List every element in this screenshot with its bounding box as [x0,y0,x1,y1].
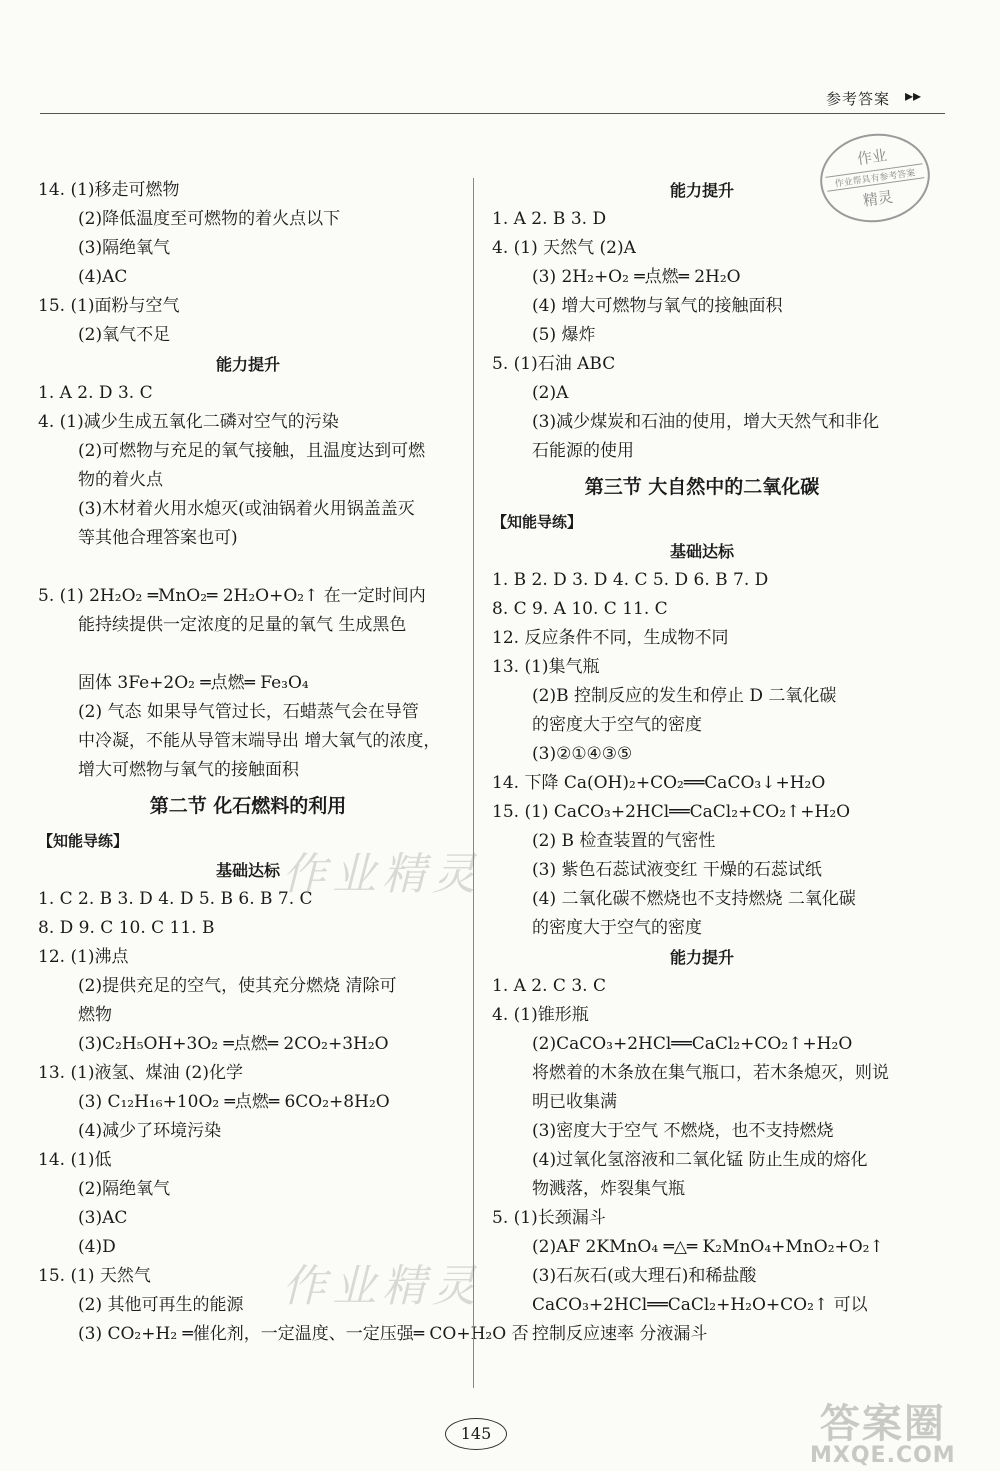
right-line: CaCO₃+2HCl══CaCl₂+H₂O+CO₂↑ 可以 [532,1295,868,1315]
left-line: (3) C₁₂H₁₆+10O₂ ═点燃═ 6CO₂+8H₂O [78,1092,390,1112]
left-line: (3)木材着火用水熄灭(或油锅着火用锅盖盖灭 [78,499,415,519]
right-line: 第三节 大自然中的二氧化碳 [584,476,820,498]
left-line: 增大可燃物与氧气的接触面积 [78,760,299,780]
left-line: 能持续提供一定浓度的足量的氧气 生成黑色 [78,615,407,635]
arrow-icon: ▸▸ [905,86,922,105]
left-column [38,176,529,1349]
left-line: (2)氧气不足 [78,325,171,345]
right-line: (5) 爆炸 [532,325,596,345]
right-line: 13. (1)集气瓶 [492,657,600,677]
left-line: (3) CO₂+H₂ ═催化剂，一定温度、一定压强═ CO+H₂O 否 [78,1324,529,1344]
watermark: 作业精灵 [282,1261,482,1312]
left-line: 等其他合理答案也可) [78,528,238,548]
right-line: 将燃着的木条放在集气瓶口，若木条熄灭，则说 [532,1063,889,1083]
page-number: 145 [445,1418,507,1450]
right-line: 能力提升 [669,181,734,200]
left-line: (2)隔绝氧气 [78,1179,171,1199]
right-line: (2) B 检查装置的气密性 [532,831,716,851]
column-divider [473,178,474,1388]
left-line: (4)D [78,1237,116,1257]
left-line: 1. C 2. B 3. D 4. D 5. B 6. B 7. C [38,889,313,909]
right-line: 1. B 2. D 3. D 4. C 5. D 6. B 7. D [492,570,769,590]
right-line: (3) 紫色石蕊试液变红 干燥的石蕊试纸 [532,860,822,880]
right-line: 物溅落，炸裂集气瓶 [532,1179,685,1199]
right-line: (3)石灰石(或大理石)和稀盐酸 [532,1266,757,1286]
left-line: (3)C₂H₅OH+3O₂ ═点燃═ 2CO₂+3H₂O [78,1034,389,1054]
right-line: 14. 下降 Ca(OH)₂+CO₂══CaCO₃↓+H₂O [492,773,826,793]
right-line: 1. A 2. C 3. C [492,976,606,996]
right-line: 4. (1)锥形瓶 [492,1005,589,1025]
right-line: 基础达标 [669,542,734,561]
right-line: 【知能导练】 [492,513,583,531]
left-line [38,553,458,582]
left-line: (4)AC [78,267,128,287]
header-label: 参考答案 [826,90,891,108]
right-line: (3) 2H₂+O₂ ═点燃═ 2H₂O [532,267,741,287]
right-line: (3)减少煤炭和石油的使用，增大天然气和非化 [532,412,880,432]
left-line: (3)隔绝氧气 [78,238,171,258]
right-line: 5. (1)长颈漏斗 [492,1208,606,1228]
left-line: (3)AC [78,1208,128,1228]
left-line: 能力提升 [215,355,280,374]
left-line: 燃物 [78,1005,112,1025]
left-line: (2)提供充足的空气，使其充分燃烧 清除可 [78,976,397,996]
left-line: 12. (1)沸点 [38,947,129,967]
left-line: (4)减少了环境污染 [78,1121,222,1141]
right-line: (4)过氧化氢溶液和二氧化锰 防止生成的熔化 [532,1150,868,1170]
left-line: 4. (1)减少生成五氧化二磷对空气的污染 [38,412,339,432]
right-line: (2)A [532,383,569,403]
right-line: 石能源的使用 [532,441,634,461]
right-line: 4. (1) 天然气 (2)A [492,238,636,258]
left-line: 5. (1) 2H₂O₂ ═MnO₂═ 2H₂O+O₂↑ 在一定时间内 [38,586,426,606]
right-line: 5. (1)石油 ABC [492,354,616,374]
left-line: 第二节 化石燃料的利用 [149,795,347,817]
right-line: 15. (1) CaCO₃+2HCl══CaCl₂+CO₂↑+H₂O [492,802,851,822]
header-rule [40,113,945,114]
left-line [38,640,458,669]
left-line: 中冷凝，不能从导管末端导出 增大氧气的浓度， [78,731,441,751]
right-line: 8. C 9. A 10. C 11. C [492,599,668,619]
right-line: 明已收集满 [532,1092,617,1112]
right-line: (2)B 控制反应的发生和停止 D 二氧化碳 [532,686,837,706]
right-line: (3)②①④③⑤ [532,744,633,764]
left-line: 物的着火点 [78,470,163,490]
left-line: 固体 3Fe+2O₂ ═点燃═ Fe₃O₄ [78,673,309,693]
right-line: (3)密度大于空气 不燃烧，也不支持燃烧 [532,1121,834,1141]
stamp-line2: 作业帮具有参考答案 [825,163,924,191]
left-line: 8. D 9. C 10. C 11. B [38,918,215,938]
right-line: (2)CaCO₃+2HCl══CaCl₂+CO₂↑+H₂O [532,1034,853,1054]
left-line: (2) 气态 如果导气管过长，石蜡蒸气会在导管 [78,702,419,722]
right-line: 1. A 2. B 3. D [492,209,607,229]
left-line: 15. (1)面粉与空气 [38,296,180,316]
stamp-line3: 精灵 [861,187,895,210]
left-line: 14. (1)移走可燃物 [38,180,180,200]
left-line: 15. (1) 天然气 [38,1266,151,1286]
right-column [492,176,912,1349]
corner-logo [810,1392,956,1468]
right-line: (4) 增大可燃物与氧气的接触面积 [532,296,783,316]
left-line: 1. A 2. D 3. C [38,383,153,403]
right-line: 能力提升 [669,948,734,967]
right-line: 的密度大于空气的密度 [532,918,702,938]
right-line: 的密度大于空气的密度 [532,715,702,735]
watermark: 作业精灵 [282,849,482,900]
left-line: 【知能导练】 [38,832,129,850]
left-line: 14. (1)低 [38,1150,112,1170]
left-line: (2) 其他可再生的能源 [78,1295,244,1315]
right-line: (4) 二氧化碳不燃烧也不支持燃烧 二氧化碳 [532,889,856,909]
corner-logo-top: 答案圈 [819,1401,946,1447]
left-line: 13. (1)液氢、煤油 (2)化学 [38,1063,244,1083]
right-line: 控制反应速率 分液漏斗 [532,1324,708,1344]
left-line: (2)可燃物与充足的氧气接触，且温度达到可燃 [78,441,426,461]
stamp-line1: 作业 [855,146,889,169]
right-line: (2)AF 2KMnO₄ ═△═ K₂MnO₄+MnO₂+O₂↑ [532,1237,884,1257]
left-line: (2)降低温度至可燃物的着火点以下 [78,209,341,229]
left-line: 基础达标 [215,861,280,880]
corner-logo-bottom: MXQE.COM [810,1443,956,1468]
right-line: 12. 反应条件不同，生成物不同 [492,628,729,648]
